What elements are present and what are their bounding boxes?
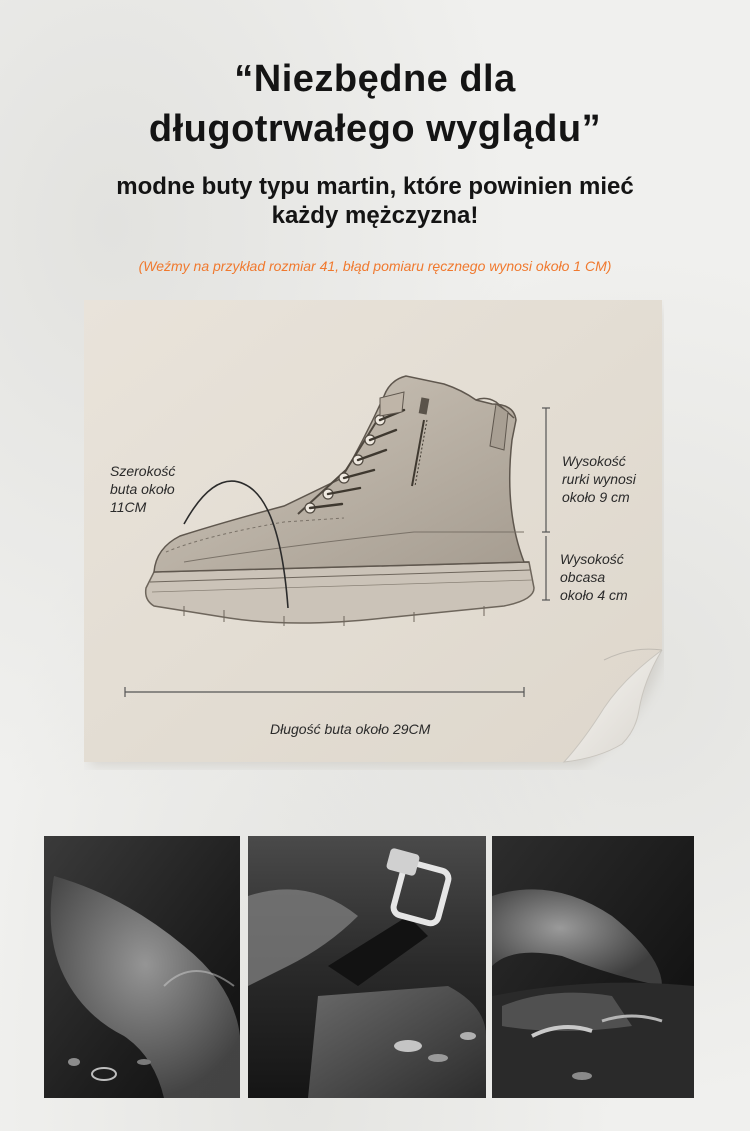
craft-photo-3 [492, 836, 694, 1098]
subheadline-text: modne buty typu martin, które powinien mieć każdy mężczyzna! [116, 173, 634, 229]
width-label: Szerokość buta około 11CM [110, 463, 176, 515]
size-diagram-graphic [84, 300, 664, 770]
page-subheadline [0, 172, 750, 230]
size-diagram-card [84, 300, 664, 770]
headline-text: “Niezbędne dla długotrwałego wyglądu” [148, 58, 602, 150]
craftsmanship-photo-strip [44, 836, 694, 1098]
craft-photo-2 [248, 836, 486, 1098]
heel-height-label: Wysokość obcasa około 4 cm [560, 551, 628, 603]
measurement-note: (Weźmy na przykład rozmiar 41, błąd pomiaru ręcznego wynosi około 1 CM) [138, 258, 612, 274]
length-label: Długość buta około 29CM [270, 721, 431, 737]
page-headline [0, 54, 750, 154]
shaft-height-label: Wysokość rurki wynosi około 9 cm [562, 453, 636, 505]
craft-photo-1 [44, 836, 240, 1098]
